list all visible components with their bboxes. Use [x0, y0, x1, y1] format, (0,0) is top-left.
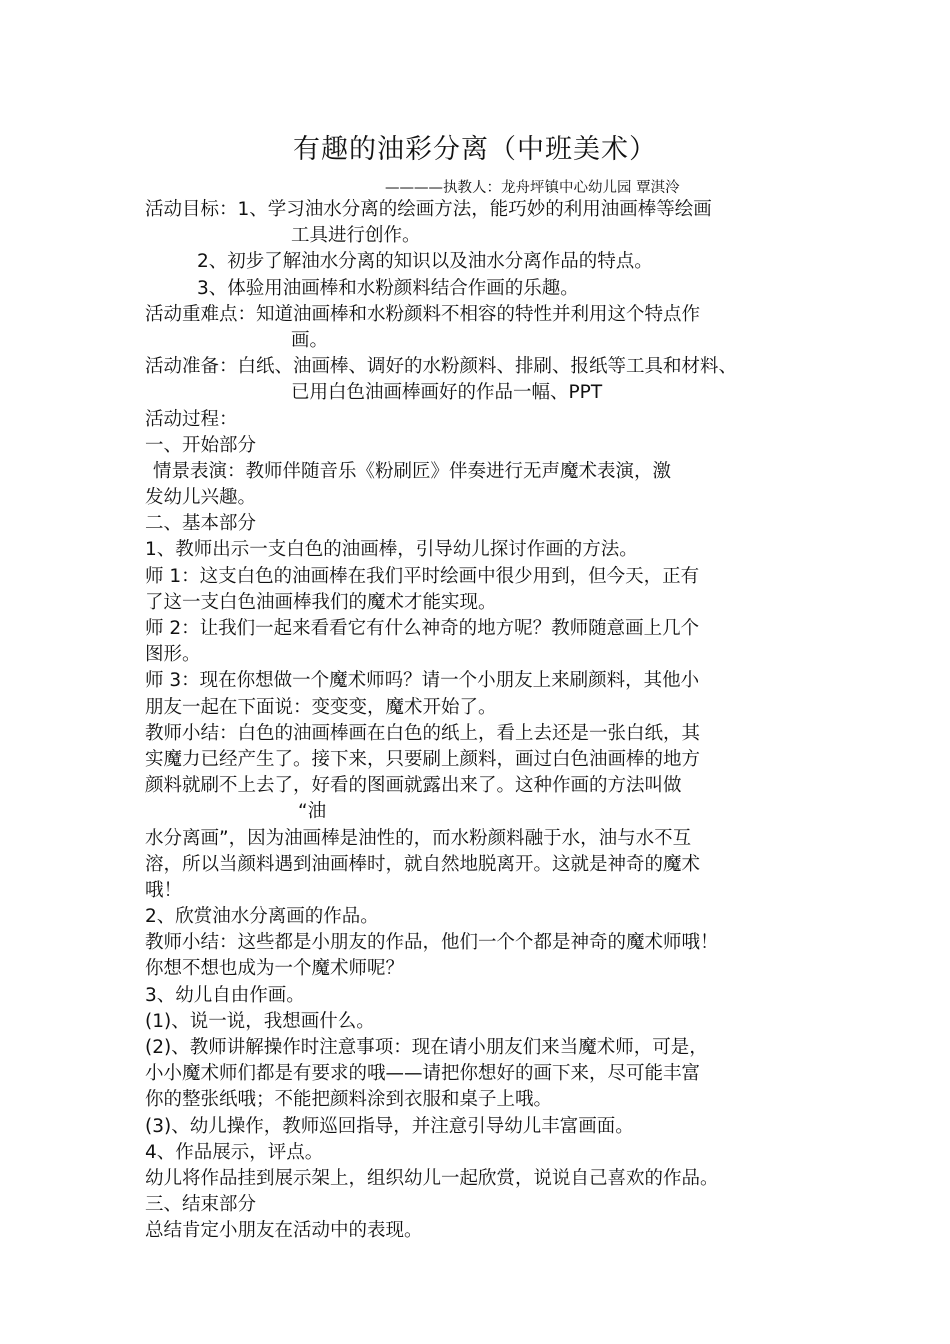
summary-line-5: 水分离画”，因为油画棒是油性的，而水粉颜料融于水，油与水不互 [145, 827, 692, 849]
objective-line-3: 3、体验用油画棒和水粉颜料结合作画的乐趣。 [197, 277, 579, 299]
section-heading-start: 一、开始部分 [145, 434, 257, 456]
scene-performance-line: 情景表演：教师伴随音乐《粉刷匠》伴奏进行无声魔术表演，激 [153, 460, 672, 482]
summary-line-4: “油 [298, 801, 327, 823]
summary-2-line-1: 教师小结：这些都是小朋友的作品，他们一个个都是神奇的魔术师哦！ [145, 932, 719, 954]
step-2-line: 2、欣赏油水分离画的作品。 [145, 906, 379, 928]
display-line: 幼儿将作品挂到展示架上，组织幼儿一起欣赏，说说自己喜欢的作品。 [145, 1167, 719, 1189]
objective-line-1: 活动目标：1、学习油水分离的绘画方法，能巧妙的利用油画棒等绘画 [145, 199, 712, 220]
objective-line-1-cont: 工具进行创作。 [291, 225, 421, 247]
teacher-2-line-cont: 图形。 [145, 644, 201, 666]
key-points-line: 活动重难点：知道油画棒和水粉颜料不相容的特性并利用这个特点作 [145, 303, 701, 325]
objective-line-2: 2、初步了解油水分离的知识以及油水分离作品的特点。 [197, 251, 653, 273]
preparation-line: 活动准备：白纸、油画棒、调好的水粉颜料、排刷、报纸等工具和材料、 [145, 356, 738, 378]
substep-1-line: (1)、说一说，我想画什么。 [145, 1010, 375, 1032]
author-byline: ————执教人：龙舟坪镇中心幼儿园 覃淇泠 [385, 180, 680, 196]
document-title: 有趣的油彩分离（中班美术） [293, 134, 657, 165]
substep-2-line-2: 小小魔术师们都是有要求的哦——请把你想好的画下来，尽可能丰富 [145, 1063, 701, 1085]
preparation-line-cont: 已用白色油画棒画好的作品一幅、PPT [291, 382, 603, 404]
section-heading-end: 三、结束部分 [145, 1194, 257, 1216]
section-heading-basic: 二、基本部分 [145, 513, 257, 535]
document-body [145, 197, 815, 1245]
key-points-line-cont: 画。 [291, 329, 329, 351]
process-heading: 活动过程： [145, 408, 238, 430]
teacher-3-line: 师 3：现在你想做一个魔术师吗？请一个小朋友上来刷颜料，其他小 [145, 670, 700, 692]
substep-2-line-3: 你的整张纸哦；不能把颜料涂到衣服和桌子上哦。 [145, 1089, 553, 1111]
teacher-1-line-cont: 了这一支白色油画棒我们的魔术才能实现。 [145, 591, 497, 613]
summary-line-2: 实魔力已经产生了。接下来，只要刷上颜料，画过白色油画棒的地方 [145, 748, 701, 770]
conclusion-line: 总结肯定小朋友在活动中的表现。 [145, 1220, 423, 1242]
summary-line-3: 颜料就刷不上去了，好看的图画就露出来了。这种作画的方法叫做 [145, 775, 682, 797]
step-3-line: 3、幼儿自由作画。 [145, 984, 305, 1006]
summary-line-1: 教师小结：白色的油画棒画在白色的纸上，看上去还是一张白纸，其 [145, 722, 701, 744]
substep-2-line-1: (2)、教师讲解操作时注意事项：现在请小朋友们来当魔术师，可是， [145, 1037, 708, 1058]
teacher-3-line-cont: 朋友一起在下面说：变变变，魔术开始了。 [145, 696, 497, 718]
scene-performance-line-cont: 发幼儿兴趣。 [145, 487, 257, 509]
summary-line-6: 溶，所以当颜料遇到油画棒时，就自然地脱离开。这就是神奇的魔术 [145, 853, 701, 875]
teacher-1-line: 师 1：这支白色的油画棒在我们平时绘画中很少用到，但今天，正有 [145, 565, 700, 587]
teacher-2-line: 师 2：让我们一起来看看它有什么神奇的地方呢？教师随意画上几个 [145, 618, 700, 639]
summary-2-line-2: 你想不想也成为一个魔术师呢？ [145, 958, 405, 980]
step-4-line: 4、作品展示，评点。 [145, 1141, 324, 1163]
summary-line-7: 哦！ [145, 879, 183, 901]
step-1-line: 1、教师出示一支白色的油画棒，引导幼儿探讨作画的方法。 [145, 539, 638, 561]
substep-3-line: (3)、幼儿操作，教师巡回指导，并注意引导幼儿丰富画面。 [145, 1115, 634, 1137]
